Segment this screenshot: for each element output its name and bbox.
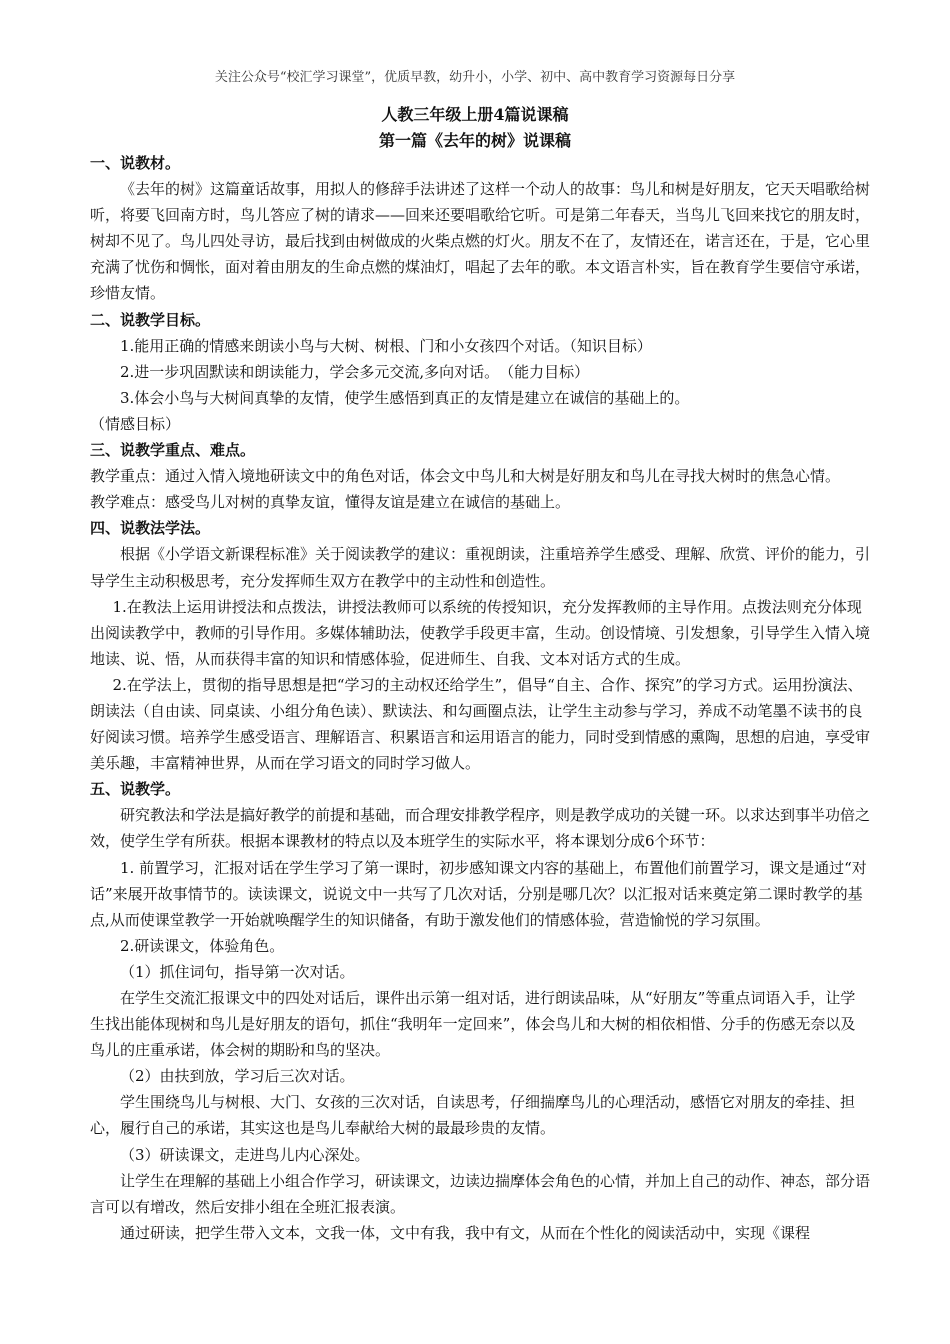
paragraph: （3）研读课文，走进鸟儿内心深处。 xyxy=(120,1145,370,1164)
section-heading: 五、说教学。 xyxy=(90,780,181,799)
paragraph: 在学生交流汇报课文中的四处对话后，课件出示第一组对话，进行朗读品味，从“好朋友”等重点词语入手，让学生找出能体现树和鸟儿是好朋友的语句，抓住“我明年一定回来”，体会鸟儿和大树的相依相惜、分手的伤感无奈以及鸟儿的庄重承诺，体会树的期盼和鸟的坚决。 xyxy=(90,989,856,1060)
paragraph: 2.研读课文，体验角色。 xyxy=(120,936,285,955)
goal-item: 2.进一步巩固默读和朗读能力，学会多元交流,多向对话。 （能力目标） xyxy=(120,362,590,381)
document-body xyxy=(90,150,870,1246)
section-heading: 三、说教学重点、难点。 xyxy=(90,441,256,460)
document-subtitle: 第一篇《去年的树》说课稿 xyxy=(378,131,571,150)
difficult-point: 教学难点：感受鸟儿对树的真挚友谊，懂得友谊是建立在诚信的基础上。 xyxy=(90,493,571,512)
paragraph: （1）抓住词句，指导第一次对话。 xyxy=(120,962,355,981)
key-point: 教学重点：通过入情入境地研读文中的角色对话，体会文中鸟儿和大树是好朋友和鸟儿在寻找大树时的焦急心情。 xyxy=(90,467,841,486)
paragraph: 通过研读，把学生带入文本，文我一体，文中有我，我中有文，从而在个性化的阅读活动中，实现《课程 xyxy=(120,1223,811,1242)
goal-item-tail: （情感目标） xyxy=(90,414,181,433)
paragraph: 1.在教法上运用讲授法和点拨法，讲授法教师可以系统的传授知识，充分发挥教师的主导作用。点拨法则充分体现出阅读教学中，教师的引导作用。多媒体辅助法，使教学手段更丰富，生动。创设情境、引发想象，引导学生入情入境地读、说、悟，从而获得丰富的知识和情感体验，促进师生、自我、文本对话方式的生成。 xyxy=(90,597,871,668)
goal-item: 3.体会小鸟与大树间真挚的友情，使学生感悟到真正的友情是建立在诚信的基础上的。 xyxy=(120,388,690,407)
paragraph: 让学生在理解的基础上小组合作学习，研读课文，边读边揣摩体会角色的心情，并加上自己的动作、神态，部分语言可以有增改，然后安排小组在全班汇报表演。 xyxy=(90,1171,871,1216)
paragraph: 2.在学法上，贯彻的指导思想是把“学习的主动权还给学生”，倡导“自主、合作、探究”的学习方式。运用扮演法、朗读法（自由读、同桌读、小组分角色读）、默读法、和勾画圈点法，让学生主动参与学习，养成不动笔墨不读书的良好阅读习惯。培养学生感受语言、理解语言、积累语言和运用语言的能力，同时受到情感的熏陶，思想的启迪，享受审美乐趣，丰富精神世界，从而在学习语文的同时学习做人。 xyxy=(90,675,871,773)
paragraph: 1. 前置学习，汇报对话在学生学习了第一课时，初步感知课文内容的基础上，布置他们前置学习，课文是通过“对话”来展开故事情节的。读读课文，说说文中一共写了几次对话，分别是哪几次？以汇报对话来奠定第二课时教学的基点,从而使课堂教学一开始就唤醒学生的知识储备，有助于激发他们的情感体验，营造愉悦的学习氛围。 xyxy=(90,858,867,929)
paragraph: 研究教法和学法是搞好教学的前提和基础，而合理安排教学程序，则是教学成功的关键一环。以求达到事半功倍之效，使学生学有所获。根据本课教材的特点以及本班学生的实际水平，将本课划分成6个环节： xyxy=(90,806,871,851)
paragraph: （2）由扶到放，学习后三次对话。 xyxy=(120,1067,355,1086)
section-heading: 一、说教材。 xyxy=(90,154,181,172)
paragraph: 《去年的树》这篇童话故事，用拟人的修辞手法讲述了这样一个动人的故事：鸟儿和树是好朋友，它天天唱歌给树听，将要飞回南方时，鸟儿答应了树的请求——回来还要唱歌给它听。可是第二年春天，当鸟儿飞回来找它的朋友时，树却不见了。鸟儿四处寻访，最后找到由树做成的火柴点燃的灯火。朋友不在了，友情还在，诺言还在，于是，它心里充满了忧伤和惆怅，面对着由朋友的生命点燃的煤油灯，唱起了去年的歌。本文语言朴实，旨在教育学生要信守承诺，珍惜友情。 xyxy=(90,180,871,303)
paragraph: 根据《小学语文新课程标准》关于阅读教学的建议：重视朗读，注重培养学生感受、理解、欣赏、评价的能力，引导学生主动积极思考，充分发挥师生双方在教学中的主动性和创造性。 xyxy=(90,545,871,590)
goal-item: 1.能用正确的情感来朗读小鸟与大树、树根、门和小女孩四个对话。（知识目标） xyxy=(120,336,652,355)
section-heading: 二、说教学目标。 xyxy=(90,310,211,329)
paragraph: 学生围绕鸟儿与树根、大门、女孩的三次对话，自读思考，仔细揣摩鸟儿的心理活动，感悟它对朋友的牵挂、担心，履行自己的承诺，其实这也是鸟儿奉献给大树的最最珍贵的友情。 xyxy=(90,1093,856,1138)
section-heading: 四、说教法学法。 xyxy=(90,519,211,538)
document-title: 人教三年级上册4篇说课稿 xyxy=(381,105,569,124)
header-note: 关注公众号“校汇学习课堂”，优质早教，幼升小，小学、初中、高中教育学习资源每日分享 xyxy=(214,70,736,85)
